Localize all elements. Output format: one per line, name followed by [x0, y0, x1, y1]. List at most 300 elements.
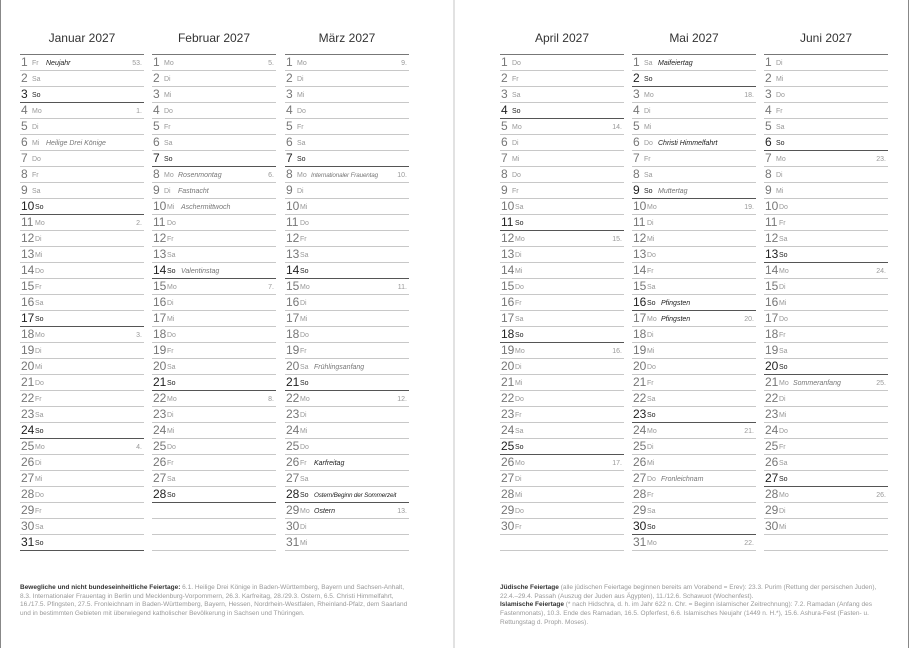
week-number: 10.	[397, 172, 407, 179]
day-row	[500, 327, 624, 343]
weekday-abbr: Mo	[647, 204, 657, 211]
footnote-jewish-text: (alle jüdischen Feiertage beginnen bereits am Vorabend = Erev): 23.3. Purim (Rettung der persischen Juden), 22.4.–29.4. Passah (Auszug der Juden aus Ägypten), 11./12.6. Schawuot (Wochenfest).	[500, 584, 877, 600]
day-row	[20, 247, 144, 263]
day-number: 17	[633, 311, 647, 325]
holiday-note: Sommeranfang	[793, 380, 841, 387]
day-row	[632, 151, 756, 167]
day-number: 18	[286, 327, 300, 341]
day-number: 25	[153, 439, 167, 453]
day-number: 2	[633, 71, 640, 85]
empty-day-row	[152, 503, 276, 519]
day-row	[20, 343, 144, 359]
footnote-left-text: 6.1. Heilige Drei Könige in Baden-Württemberg, Bayern und Sachsen-Anhalt, 8.3. Internationaler Frauentag in Berlin und Mecklenburg-Vorpommern, 26.3. Karfreitag, 28./29.3. Ostern, 6.5. Christi Himmelfahrt, 16./17.5. Pfingsten, 27.5. Fronleichnam in Baden-Württemberg, Bayern, Hessen, Nordrhein-Westfalen, Rheinland-Pfalz, dem Saarland und in bestimmten Gebieten mit überwiegend katholischer Bevölkerung in Sachsen und Thüringen.	[20, 584, 408, 618]
day-row	[764, 343, 888, 359]
day-number: 5	[153, 119, 160, 133]
weekday-abbr: Do	[779, 428, 788, 435]
weekday-abbr: Mi	[300, 316, 308, 323]
day-row	[764, 55, 888, 71]
week-number: 17.	[612, 460, 622, 467]
day-number: 21	[286, 375, 300, 389]
weekday-abbr: Do	[779, 316, 788, 323]
day-row	[285, 311, 409, 327]
day-row	[500, 119, 624, 135]
day-row	[764, 391, 888, 407]
day-row	[20, 215, 144, 231]
day-number: 12	[765, 231, 779, 245]
weekday-abbr: Mi	[300, 540, 308, 547]
weekday-abbr: Sa	[167, 252, 176, 259]
weekday-abbr: Mo	[167, 396, 177, 403]
day-number: 26	[633, 455, 647, 469]
weekday-abbr: Fr	[779, 444, 786, 451]
day-row	[632, 55, 756, 71]
day-row	[20, 503, 144, 519]
day-number: 28	[286, 487, 300, 501]
day-row	[152, 407, 276, 423]
day-number: 12	[633, 231, 647, 245]
weekday-abbr: Do	[515, 508, 524, 515]
day-row	[500, 487, 624, 503]
month-column-april	[500, 28, 624, 551]
week-number: 9.	[401, 60, 407, 67]
weekday-abbr: Fr	[167, 236, 174, 243]
day-row	[20, 439, 144, 455]
day-list	[152, 54, 276, 551]
day-row	[20, 423, 144, 439]
day-row	[152, 423, 276, 439]
day-row	[285, 119, 409, 135]
book-spine	[453, 0, 455, 648]
day-number: 6	[633, 135, 640, 149]
month-title: Mai 2027	[669, 31, 719, 45]
weekday-abbr: Mi	[512, 156, 520, 163]
holiday-note: Fastnacht	[178, 188, 209, 195]
weekday-abbr: Mo	[297, 172, 307, 179]
day-row	[632, 471, 756, 487]
weekday-abbr: Mo	[32, 108, 42, 115]
weekday-abbr: Mo	[300, 284, 310, 291]
weekday-abbr: So	[515, 444, 524, 451]
footnote-left	[20, 584, 410, 619]
weekday-abbr: Sa	[647, 508, 656, 515]
day-row	[500, 71, 624, 87]
day-row	[285, 455, 409, 471]
weekday-abbr: Do	[515, 396, 524, 403]
day-number: 14	[633, 263, 647, 277]
day-row	[764, 359, 888, 375]
day-number: 13	[286, 247, 300, 261]
day-number: 16	[633, 295, 647, 309]
day-number: 9	[153, 183, 160, 197]
day-number: 22	[286, 391, 300, 405]
day-number: 20	[286, 359, 300, 373]
day-number: 8	[153, 167, 160, 181]
day-row	[285, 519, 409, 535]
weekday-abbr: So	[297, 156, 306, 163]
day-row	[152, 359, 276, 375]
day-number: 17	[501, 311, 515, 325]
day-row	[764, 183, 888, 199]
week-number: 7.	[268, 284, 274, 291]
day-row	[764, 295, 888, 311]
weekday-abbr: Mo	[776, 156, 786, 163]
weekday-abbr: Sa	[779, 236, 788, 243]
weekday-abbr: Mi	[779, 300, 787, 307]
weekday-abbr: Mi	[167, 204, 175, 211]
day-row	[152, 471, 276, 487]
empty-day-row	[152, 519, 276, 535]
weekday-abbr: Sa	[300, 364, 309, 371]
weekday-abbr: Sa	[35, 412, 44, 419]
weekday-abbr: Di	[300, 300, 307, 307]
day-row	[500, 231, 624, 247]
day-row	[500, 279, 624, 295]
week-number: 26.	[876, 492, 886, 499]
holiday-note: Pfingsten	[661, 300, 691, 307]
day-number: 8	[765, 167, 772, 181]
weekday-abbr: Di	[35, 348, 42, 355]
weekday-abbr: Fr	[35, 508, 42, 515]
weekday-abbr: Do	[776, 92, 785, 99]
footnote-islamic-heading: Islamische Feiertage	[500, 601, 564, 609]
weekday-abbr: Mi	[776, 76, 784, 83]
left-page-edge	[0, 0, 1, 648]
weekday-abbr: Sa	[32, 76, 41, 83]
day-row	[764, 215, 888, 231]
day-number: 27	[633, 471, 647, 485]
day-row	[632, 375, 756, 391]
day-number: 20	[153, 359, 167, 373]
day-row	[20, 295, 144, 311]
day-row	[285, 471, 409, 487]
day-number: 11	[633, 215, 646, 229]
weekday-abbr: Do	[35, 268, 44, 275]
day-number: 24	[633, 423, 647, 437]
day-number: 15	[153, 279, 167, 293]
day-row	[285, 375, 409, 391]
day-row	[20, 119, 144, 135]
day-row	[285, 535, 409, 551]
day-number: 19	[633, 343, 647, 357]
weekday-abbr: Mi	[515, 380, 523, 387]
day-number: 10	[501, 199, 515, 213]
day-row	[152, 391, 276, 407]
day-number: 7	[21, 151, 28, 165]
day-number: 16	[153, 295, 167, 309]
day-row	[764, 279, 888, 295]
weekday-abbr: Sa	[32, 188, 41, 195]
weekday-abbr: Sa	[647, 284, 656, 291]
day-number: 5	[286, 119, 293, 133]
weekday-abbr: Fr	[167, 460, 174, 467]
day-number: 12	[501, 231, 515, 245]
day-number: 20	[501, 359, 515, 373]
day-row	[285, 231, 409, 247]
weekday-abbr: Do	[164, 108, 173, 115]
weekday-abbr: Mi	[647, 348, 655, 355]
weekday-abbr: Do	[300, 332, 309, 339]
day-row	[500, 343, 624, 359]
weekday-abbr: Mo	[779, 268, 789, 275]
day-row	[764, 407, 888, 423]
weekday-abbr: Mi	[515, 268, 523, 275]
weekday-abbr: Do	[644, 140, 653, 147]
footnote-islamic-text: (* nach Hidschra, d. h. im Jahr 622 n. Chr. = Beginn islamischer Zeitrechnung): 7.2. Ramadan (Anfang des Fastenmonats), 10.3. Ende des Ramadan, 16.5. Opferfest, 6.6. Islamisches Neujahr (1449 n. H.*), 15.6. Ashura-Fest (Fasten- u. Rettungstag d. Proph. Moses).	[500, 601, 872, 626]
day-number: 20	[765, 359, 779, 373]
weekday-abbr: Di	[776, 60, 783, 67]
day-number: 20	[633, 359, 647, 373]
day-row	[632, 343, 756, 359]
empty-day-row	[764, 535, 888, 551]
day-row	[500, 311, 624, 327]
day-row	[285, 87, 409, 103]
day-number: 1	[501, 55, 508, 69]
day-number: 28	[153, 487, 167, 501]
weekday-abbr: Mi	[164, 92, 172, 99]
weekday-abbr: Do	[35, 380, 44, 387]
month-column-januar	[20, 28, 144, 551]
weekday-abbr: Di	[32, 124, 39, 131]
day-row	[632, 71, 756, 87]
day-row	[632, 199, 756, 215]
day-number: 13	[21, 247, 35, 261]
day-row	[632, 279, 756, 295]
empty-day-row	[152, 535, 276, 551]
day-row	[632, 487, 756, 503]
day-row	[20, 407, 144, 423]
day-number: 15	[765, 279, 779, 293]
weekday-abbr: Mi	[167, 428, 175, 435]
weekday-abbr: Fr	[164, 124, 171, 131]
week-number: 14.	[612, 124, 622, 131]
day-number: 14	[153, 263, 167, 277]
day-number: 5	[21, 119, 28, 133]
day-number: 3	[501, 87, 508, 101]
weekday-abbr: Sa	[167, 364, 176, 371]
weekday-abbr: Sa	[776, 124, 785, 131]
day-row	[764, 423, 888, 439]
weekday-abbr: Fr	[647, 492, 654, 499]
weekday-abbr: Fr	[515, 300, 522, 307]
day-number: 23	[633, 407, 647, 421]
day-number: 9	[286, 183, 293, 197]
weekday-abbr: Mi	[779, 524, 787, 531]
weekday-abbr: Di	[167, 300, 174, 307]
weekday-abbr: Di	[297, 76, 304, 83]
weekday-abbr: Sa	[779, 460, 788, 467]
day-number: 15	[501, 279, 515, 293]
day-row	[632, 103, 756, 119]
weekday-abbr: Mi	[776, 188, 784, 195]
weekday-abbr: So	[167, 268, 176, 275]
day-number: 2	[286, 71, 293, 85]
day-row	[632, 359, 756, 375]
day-number: 27	[501, 471, 515, 485]
holiday-note: Frühlingsanfang	[314, 364, 365, 371]
day-row	[632, 519, 756, 535]
day-number: 25	[501, 439, 515, 453]
weekday-abbr: Do	[35, 492, 44, 499]
day-number: 24	[501, 423, 515, 437]
weekday-abbr: So	[779, 476, 788, 483]
week-number: 4.	[136, 444, 142, 451]
weekday-abbr: Do	[647, 252, 656, 259]
day-number: 19	[153, 343, 167, 357]
holiday-note: Maifeiertag	[658, 60, 693, 67]
day-number: 22	[633, 391, 647, 405]
weekday-abbr: Di	[300, 412, 307, 419]
weekday-abbr: So	[647, 412, 656, 419]
day-row	[285, 135, 409, 151]
day-number: 13	[765, 247, 779, 261]
day-number: 7	[501, 151, 508, 165]
weekday-abbr: Do	[167, 332, 176, 339]
weekday-abbr: Mi	[297, 92, 305, 99]
weekday-abbr: Mo	[164, 60, 174, 67]
day-number: 13	[153, 247, 167, 261]
day-number: 4	[501, 103, 508, 117]
day-number: 26	[501, 455, 515, 469]
day-number: 4	[286, 103, 293, 117]
day-number: 12	[153, 231, 167, 245]
day-number: 18	[153, 327, 167, 341]
day-number: 22	[765, 391, 779, 405]
day-row	[632, 311, 756, 327]
day-number: 6	[153, 135, 160, 149]
day-row	[632, 423, 756, 439]
weekday-abbr: Di	[35, 236, 42, 243]
week-number: 5.	[268, 60, 274, 67]
day-number: 25	[286, 439, 300, 453]
weekday-abbr: Di	[779, 508, 786, 515]
day-number: 5	[501, 119, 508, 133]
weekday-abbr: Sa	[35, 524, 44, 531]
weekday-abbr: Mo	[515, 348, 525, 355]
day-row	[20, 199, 144, 215]
day-number: 24	[765, 423, 779, 437]
week-number: 18.	[744, 92, 754, 99]
week-number: 21.	[744, 428, 754, 435]
week-number: 13.	[397, 508, 407, 515]
day-row	[500, 87, 624, 103]
day-number: 22	[501, 391, 515, 405]
weekday-abbr: Mo	[35, 220, 45, 227]
day-number: 18	[765, 327, 779, 341]
day-number: 30	[633, 519, 647, 533]
day-row	[20, 55, 144, 71]
weekday-abbr: Di	[779, 396, 786, 403]
weekday-abbr: Di	[647, 220, 654, 227]
day-row	[632, 119, 756, 135]
weekday-abbr: So	[167, 492, 176, 499]
weekday-abbr: So	[776, 140, 785, 147]
day-row	[632, 535, 756, 551]
day-list	[500, 54, 624, 551]
day-number: 31	[633, 535, 647, 549]
day-row	[152, 119, 276, 135]
day-row	[152, 199, 276, 215]
day-number: 3	[286, 87, 293, 101]
week-number: 15.	[612, 236, 622, 243]
weekday-abbr: Sa	[167, 476, 176, 483]
empty-day-row	[500, 535, 624, 551]
day-row	[500, 295, 624, 311]
day-row	[20, 135, 144, 151]
day-row	[764, 247, 888, 263]
day-number: 23	[765, 407, 779, 421]
day-row	[20, 487, 144, 503]
day-row	[285, 391, 409, 407]
week-number: 6.	[268, 172, 274, 179]
day-row	[285, 359, 409, 375]
day-row	[285, 327, 409, 343]
weekday-abbr: Sa	[164, 140, 173, 147]
day-row	[632, 503, 756, 519]
day-row	[764, 375, 888, 391]
day-row	[20, 71, 144, 87]
day-row	[152, 247, 276, 263]
weekday-abbr: Sa	[647, 396, 656, 403]
day-number: 14	[501, 263, 515, 277]
day-number: 18	[501, 327, 515, 341]
day-row	[500, 471, 624, 487]
weekday-abbr: Fr	[512, 76, 519, 83]
day-number: 19	[21, 343, 35, 357]
day-number: 12	[21, 231, 35, 245]
weekday-abbr: Do	[300, 444, 309, 451]
day-number: 16	[21, 295, 35, 309]
weekday-abbr: Di	[647, 332, 654, 339]
day-row	[632, 391, 756, 407]
weekday-abbr: So	[300, 268, 309, 275]
weekday-abbr: Mo	[644, 92, 654, 99]
day-number: 11	[501, 215, 514, 229]
week-number: 25.	[876, 380, 886, 387]
day-number: 9	[765, 183, 772, 197]
day-row	[500, 407, 624, 423]
day-row	[152, 167, 276, 183]
day-number: 30	[501, 519, 515, 533]
day-number: 8	[21, 167, 28, 181]
weekday-abbr: Mi	[167, 316, 175, 323]
day-number: 9	[21, 183, 28, 197]
day-row	[285, 263, 409, 279]
day-row	[20, 327, 144, 343]
weekday-abbr: Do	[32, 156, 41, 163]
day-number: 2	[21, 71, 28, 85]
day-number: 7	[633, 151, 640, 165]
day-number: 11	[765, 215, 778, 229]
day-row	[500, 375, 624, 391]
day-row	[285, 407, 409, 423]
weekday-abbr: Fr	[512, 188, 519, 195]
day-row	[20, 519, 144, 535]
day-number: 22	[21, 391, 35, 405]
weekday-abbr: Do	[779, 204, 788, 211]
day-row	[285, 167, 409, 183]
day-number: 4	[21, 103, 28, 117]
weekday-abbr: So	[35, 316, 44, 323]
weekday-abbr: So	[779, 252, 788, 259]
day-number: 29	[633, 503, 647, 517]
day-number: 7	[765, 151, 772, 165]
weekday-abbr: Mi	[300, 204, 308, 211]
day-row	[764, 231, 888, 247]
day-row	[764, 103, 888, 119]
day-number: 22	[153, 391, 167, 405]
day-number: 11	[286, 215, 299, 229]
day-number: 25	[633, 439, 647, 453]
